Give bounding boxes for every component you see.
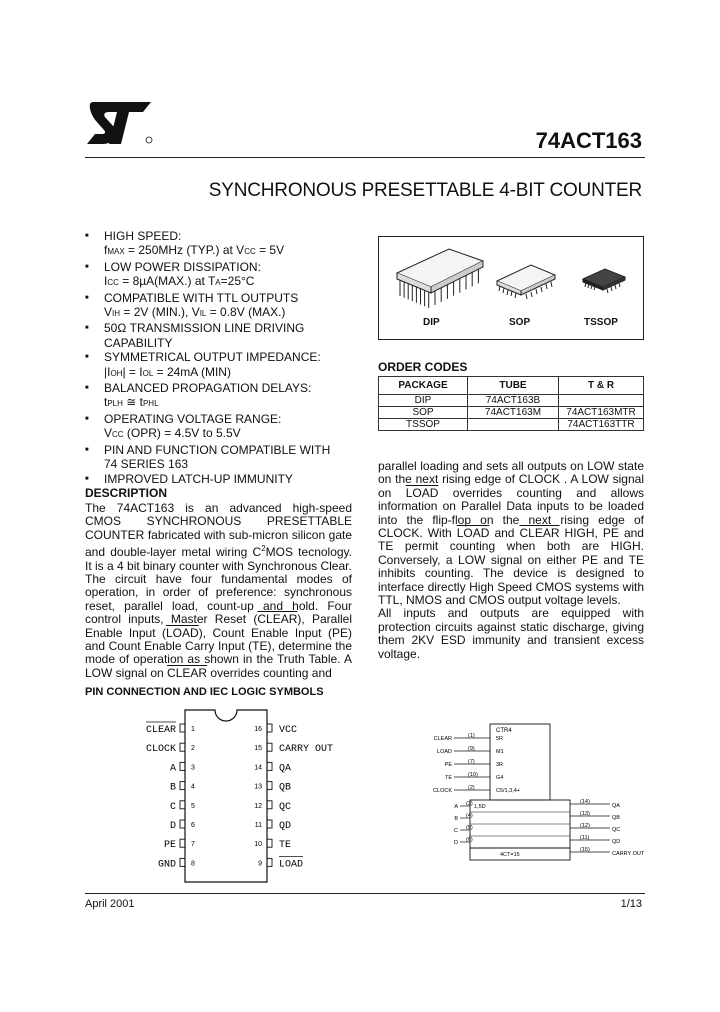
sop-package-icon: [491, 257, 561, 311]
pin-stub: [267, 743, 272, 751]
page-number: 1/13: [620, 898, 642, 910]
pin-number: (2): [468, 785, 475, 791]
description-heading: DESCRIPTION: [85, 486, 168, 500]
carry-tag: 4CT=15: [500, 852, 520, 858]
pin-stub: [180, 724, 185, 732]
pin-number: 1: [191, 726, 195, 733]
pin-stub: [180, 858, 185, 866]
pin-label: QD: [279, 821, 292, 832]
pin-label: PE: [163, 840, 176, 852]
bullet-icon: ■: [85, 446, 89, 453]
order-codes-table: [378, 376, 644, 431]
pin-stub: [267, 801, 272, 809]
feature-item: ■ 50Ω TRANSMISSION LINE DRIVING CAPABILITY: [85, 321, 305, 350]
table-row: [379, 419, 644, 431]
feature-item: ■ LOW POWER DISSIPATION: ICC = 8µA(MAX.) at TA=25°C: [85, 259, 261, 289]
feature-item: ■ BALANCED PROPAGATION DELAYS: tPLH ≅ tPHL: [85, 381, 312, 410]
pin-number: 4: [191, 783, 195, 791]
pin-stub: [180, 743, 185, 751]
bullet-icon: ■: [85, 475, 89, 482]
pin-number: (7): [468, 759, 475, 765]
table-cell: [559, 395, 644, 407]
pin-connection-diagram: [85, 702, 385, 898]
description-left-text: The 74ACT163 is an advanced high-speed CMOS SYNCHRONOUS PRESETTABLE COUNTER fabricated with sub-micron silicon gate and double-layer metal wiring $C^2MOS$ tecnology. It is a 4 bit binary counter with Synchronous Clear. The circuit have four fundamental modes of operation, in order of preference: synchronous reset, parallel load, count-up and hold. Four control inputs, Master Reset (CLEAR), Parallel Enable Input (LOAD), Count Enable Input (PE) and Count Enable Carry Input (TE), determine the mode of operation as shown in the Truth Table. A LOW signal on CLEAR overrides counting and: [85, 501, 353, 680]
bullet-icon: ■: [85, 325, 89, 332]
pin-number: (10): [468, 772, 478, 778]
input-label: B: [454, 816, 458, 822]
pin-number: (15): [580, 847, 590, 853]
pin-number: 13: [254, 783, 262, 791]
dip-package-icon: [389, 243, 489, 313]
pin-number: (4): [466, 813, 473, 819]
input-label: D: [454, 840, 458, 846]
pin-number: (13): [580, 811, 590, 817]
feature-item: ■ PIN AND FUNCTION COMPATIBLE WITH 74 SERIES 163: [85, 442, 331, 472]
pin-number: 9: [258, 860, 262, 868]
bullet-icon: ■: [85, 294, 89, 301]
pin-label: QB: [279, 782, 292, 794]
input-label: LOAD: [437, 749, 452, 755]
table-row: [379, 395, 644, 407]
bullet-icon: ■: [85, 233, 89, 239]
pin-stub: [180, 820, 185, 828]
pin-label: CARRY OUT: [279, 744, 334, 756]
pin-label: A: [169, 763, 176, 775]
pin-number: 15: [254, 745, 262, 753]
header-divider: [85, 157, 645, 158]
pin-number: (11): [580, 835, 590, 841]
order-codes-title: ORDER CODES: [378, 360, 468, 374]
table-cell: SOP: [379, 407, 468, 419]
pin-stub: [267, 858, 272, 866]
pin-stub: [180, 839, 185, 847]
feature-item: ■ SYMMETRICAL OUTPUT IMPEDANCE: |IOH| = IOL = 24mA (MIN): [85, 350, 321, 379]
output-label: CARRY OUT: [612, 851, 645, 857]
input-label: CLOCK: [433, 788, 452, 794]
table-cell: 74ACT163MTR: [559, 407, 644, 419]
pin-number: 6: [191, 822, 195, 829]
pin-stub: [267, 762, 272, 770]
pin-label: B: [169, 782, 176, 794]
pin-label: QC: [279, 801, 292, 813]
pin-label: VCC: [279, 725, 298, 736]
pin-number: 2: [191, 745, 195, 753]
pin-number: (5): [466, 825, 473, 831]
dependency-tag: C5/1,3,4+: [496, 788, 521, 794]
input-label: C: [454, 828, 458, 834]
pin-stub: [267, 724, 272, 732]
feature-list: [85, 229, 370, 486]
pin-number: (9): [468, 746, 475, 752]
output-label: QD: [612, 839, 621, 845]
dependency-tag: G4: [496, 775, 504, 781]
sop-label: SOP: [509, 317, 531, 328]
data-tag: 1,5D: [474, 804, 486, 810]
table-cell: 74ACT163TTR: [559, 419, 644, 431]
pin-label: CLOCK: [145, 744, 176, 756]
ic-package-outline: [185, 710, 267, 882]
tssop-package-icon: [579, 263, 629, 307]
description-right-text: parallel loading and sets all outputs on LOW state on the next rising edge of CLOCK . A LOW signal on LOAD overrides counting and allows information on Parallel Data inputs to be loaded into the flip-flop on the next rising edge of CLOCK. With LOAD and CLEAR HIGH, PE and TE permit counting when both are HIGH. Conversely, a LOW signal on either PE and TE inhibits counting. The device is designed to interface directly High Speed CMOS systems with TTL, NMOS and CMOS output voltage levels. All inputs and outputs are equipped with protection circuits against static discharge, giving them 2KV ESD immunity and transient excess voltage.: [378, 459, 644, 661]
input-label: CLEAR: [433, 736, 452, 742]
dip-label: DIP: [423, 317, 440, 328]
feature-item: ■ OPERATING VOLTAGE RANGE: VCC (OPR) = 4.5V to 5.5V: [85, 411, 282, 441]
table-cell: DIP: [379, 395, 468, 407]
pin-number: 8: [191, 860, 195, 868]
column-header: T & R: [559, 377, 644, 395]
column-header: PACKAGE: [379, 377, 468, 395]
output-label: QC: [612, 827, 621, 833]
counter-label: CTR4: [496, 728, 512, 734]
pin-number: 3: [191, 764, 195, 772]
bullet-icon: ■: [85, 354, 89, 361]
iec-logic-symbol: [420, 720, 645, 890]
document-title: SYNCHRONOUS PRESETTABLE 4-BIT COUNTER: [208, 180, 642, 201]
part-number: 74ACT163: [535, 128, 642, 153]
dependency-tag: 3R: [496, 762, 504, 768]
feature-item: ■ COMPATIBLE WITH TTL OUTPUTS VIH = 2V (MIN.), VIL = 0.8V (MAX.): [85, 290, 299, 320]
pin-stub: [180, 782, 185, 790]
table-row: [379, 407, 644, 419]
bullet-icon: ■: [85, 263, 89, 270]
input-label: TE: [444, 775, 452, 781]
pin-label: LOAD: [279, 859, 304, 871]
pin-number: 14: [254, 764, 262, 772]
pin-number: 16: [254, 726, 262, 733]
footer-divider: [85, 893, 645, 894]
pin-number: 10: [254, 841, 262, 849]
input-label: PE: [444, 762, 452, 768]
pin-stub: [267, 782, 272, 790]
tssop-label: TSSOP: [584, 317, 618, 328]
output-label: QA: [612, 803, 620, 809]
carry-block: [470, 848, 570, 860]
pin-number: 5: [191, 802, 195, 810]
pin-number: (14): [580, 799, 590, 805]
table-cell: TSSOP: [379, 419, 468, 431]
pin-number: 12: [254, 802, 262, 810]
pin-label: D: [169, 821, 176, 832]
pin-label: QA: [279, 763, 292, 775]
bullet-icon: ■: [85, 415, 89, 422]
column-header: TUBE: [468, 377, 559, 395]
table-cell: 74ACT163M: [468, 407, 559, 419]
feature-item: ■ HIGH SPEED: fMAX = 250MHz (TYP.) at VCC = 5V: [85, 229, 285, 258]
pin-number: 11: [254, 822, 262, 829]
pin-label: TE: [279, 840, 292, 852]
pin-number: (12): [580, 823, 590, 829]
output-label: QB: [612, 815, 620, 821]
pin-label: GND: [157, 859, 176, 871]
pin-number: 7: [191, 841, 195, 849]
dependency-tag: 5R: [496, 736, 504, 742]
table-cell: 74ACT163B: [468, 395, 559, 407]
bullet-icon: ■: [85, 385, 89, 392]
pin-label: C: [169, 801, 176, 813]
pin-number: (6): [466, 837, 473, 843]
package-images-box: [378, 236, 644, 340]
pin-number: (3): [466, 801, 473, 807]
table-header-row: [379, 377, 644, 395]
feature-item: ■ IMPROVED LATCH-UP IMMUNITY: [85, 471, 293, 486]
pin-stub: [267, 820, 272, 828]
pin-stub: [267, 839, 272, 847]
table-cell: [468, 419, 559, 431]
pin-label: CLEAR: [145, 725, 176, 736]
footer-date: April 2001: [85, 898, 135, 910]
dependency-tag: M1: [496, 749, 504, 755]
pin-stub: [180, 762, 185, 770]
pin-section-heading: PIN CONNECTION AND IEC LOGIC SYMBOLS: [85, 686, 324, 698]
pin-stub: [180, 801, 185, 809]
st-logo-icon: [85, 100, 155, 146]
pin-number: (1): [468, 733, 475, 739]
input-label: A: [454, 804, 458, 810]
